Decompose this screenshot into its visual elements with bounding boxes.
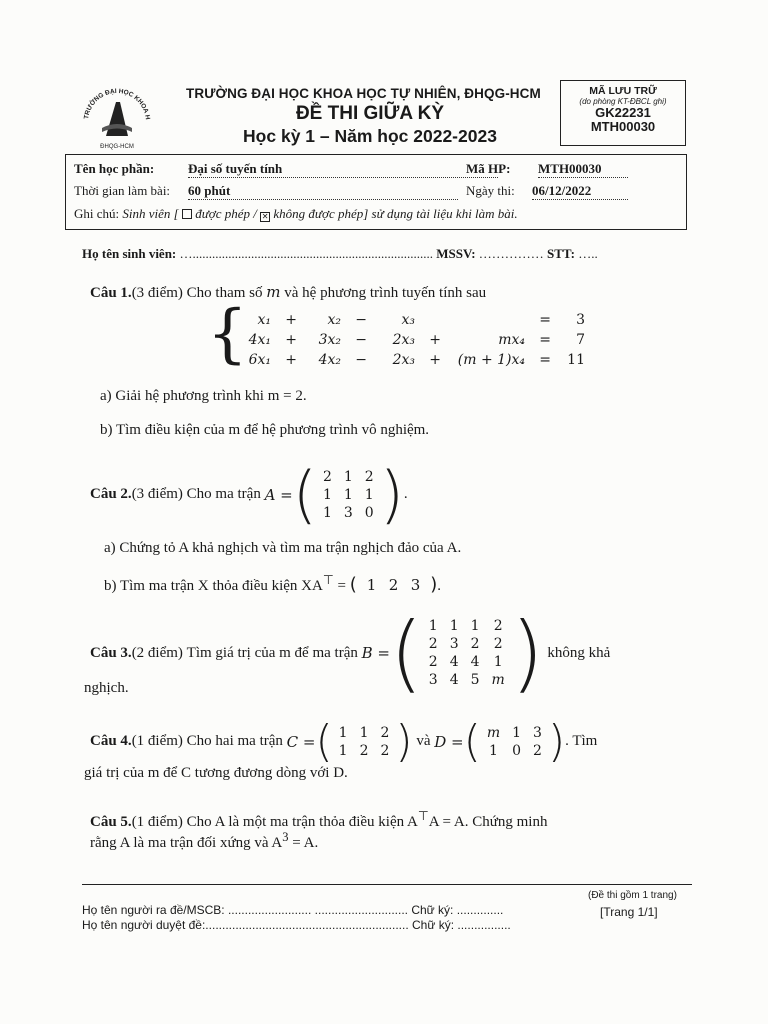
question-3-lhs: B = — [361, 644, 390, 662]
archive-code-2: MTH00030 — [590, 119, 656, 134]
logo-bottom-text: ĐHQG-HCM — [100, 144, 134, 150]
date-value: 06/12/2022 — [532, 183, 628, 200]
course-label: Tên học phần: — [74, 161, 155, 176]
question-4-line-2: giá trị của m để C tương đương dòng với D. — [84, 765, 348, 781]
question-5-line-2-pre: rằng A là ma trận đối xứng và A — [90, 835, 283, 851]
footer-creator-line: Họ tên người ra đề/MSCB: ......................... ............................ Chữ ký: .............. — [82, 903, 504, 917]
matrix-d-left-paren: ( — [463, 716, 481, 767]
system-cell: − — [355, 332, 367, 348]
matrix-entry: 1 — [343, 468, 353, 485]
school-name: TRƯỜNG ĐẠI HỌC KHOA HỌC TỰ NHIÊN, ĐHQG-HCM — [186, 86, 541, 101]
stt-label: STT: — [547, 246, 575, 261]
system-cell: 2x₃ — [392, 352, 415, 368]
mssv-label: MSSV: — [436, 246, 476, 261]
note-option-allowed: được phép / — [195, 206, 257, 221]
question-3-heading — [90, 604, 610, 702]
matrix-a-left-paren: ( — [292, 458, 317, 531]
matrix-b-right-paren: ) — [510, 604, 544, 702]
matrix-entry: 2 — [359, 742, 369, 759]
note-text-2: ] sử dụng tài liệu khi làm bài. — [363, 206, 518, 221]
matrix-entry: 1 — [488, 742, 498, 759]
question-1-part-a: a) Giải hệ phương trình khi m = 2. — [100, 388, 307, 404]
question-1-number: Câu 1. — [90, 285, 132, 301]
matrix-d — [464, 716, 565, 767]
matrix-entry: m — [491, 672, 505, 688]
matrix-entry: 1 — [338, 742, 348, 759]
matrix-b — [390, 604, 544, 702]
archive-box — [560, 80, 686, 146]
system-cell: x₂ — [327, 312, 341, 328]
system-row — [229, 310, 587, 330]
archive-code-1: GK22231 — [595, 105, 651, 120]
date-label: Ngày thi: — [466, 183, 515, 198]
matrix-row — [481, 724, 548, 742]
question-4-number: Câu 4. — [90, 733, 132, 749]
matrix-entry: 2 — [470, 636, 480, 652]
system-cell: (m + 1)x₄ — [457, 352, 525, 368]
row-vector-entry: 3 — [410, 576, 421, 594]
matrix-row — [333, 742, 396, 760]
system-cell: − — [355, 312, 367, 328]
question-4-and: và — [416, 733, 431, 749]
matrix-c-left-paren: ( — [315, 716, 333, 767]
matrix-entry: 2 — [533, 742, 542, 759]
matrix-entry: 2 — [380, 742, 390, 759]
student-name-label: Họ tên sinh viên: — [82, 246, 177, 261]
matrix-entry: 1 — [493, 654, 503, 670]
matrix-entry: 2 — [322, 468, 332, 485]
matrix-entry: 0 — [512, 742, 522, 759]
system-cell: x₁ — [257, 312, 271, 328]
system-cell: 3 — [576, 312, 585, 328]
system-cell — [417, 310, 443, 330]
question-2-lhs: A = — [264, 485, 293, 504]
system-cell: − — [355, 352, 367, 368]
matrix-entry: 2 — [364, 468, 374, 485]
system-row — [229, 330, 587, 350]
matrix-entry: 3 — [343, 504, 353, 521]
matrix-d-table — [481, 724, 548, 760]
matrix-c-table — [333, 724, 396, 760]
footer-pages-note: (Đề thi gồm 1 trang) — [588, 890, 677, 901]
question-4-tail: . Tìm — [565, 733, 598, 749]
matrix-entry: 2 — [380, 724, 390, 741]
question-5-line-2 — [90, 830, 318, 852]
system-cell: + — [285, 312, 297, 328]
question-1-text: Cho tham số — [186, 285, 263, 301]
system-cell: mx₄ — [498, 332, 525, 348]
student-name-field: ….......................................................................... — [179, 246, 434, 261]
question-4-lhs-d: D = — [434, 732, 464, 751]
equals-sign: = — [333, 578, 350, 594]
matrix-row — [333, 724, 396, 742]
question-2-part-a: a) Chứng tỏ A khả nghịch và tìm ma trận nghịch đảo của A. — [104, 540, 462, 556]
exam-title: ĐỀ THI GIỮA KỲ — [295, 103, 445, 124]
matrix-entry: 2 — [493, 636, 503, 652]
question-2-part-b-text: b) Tìm ma trận X thỏa điều kiện XA — [104, 578, 323, 594]
course-value: Đại số tuyến tính — [188, 161, 498, 178]
question-3-tail: không khả — [547, 644, 611, 661]
system-cell: + — [285, 352, 297, 368]
left-brace: { — [207, 297, 248, 371]
matrix-entry: 5 — [470, 672, 480, 688]
matrix-entry: 2 — [428, 636, 438, 652]
system-cell — [443, 310, 527, 330]
matrix-row — [423, 617, 511, 635]
matrix-entry: 3 — [533, 724, 542, 741]
question-2-text: Cho ma trận — [186, 486, 261, 502]
matrix-entry: 2 — [493, 618, 503, 634]
matrix-entry: 2 — [428, 654, 438, 670]
system-table — [229, 310, 587, 370]
checkbox-empty-icon — [182, 209, 192, 219]
system-cell: 7 — [576, 332, 585, 348]
matrix-entry: m — [486, 724, 501, 741]
question-2-part-b: b) Tìm ma trận X thỏa điều kiện XA⊤ = ( 1 2 3 ). — [104, 573, 442, 595]
question-1-points: (3 điểm) — [131, 285, 183, 301]
system-cell: 3x₂ — [318, 332, 341, 348]
system-row — [229, 350, 587, 370]
matrix-b-table — [423, 617, 511, 689]
archive-note: (do phòng KT-ĐBCL ghi) — [579, 97, 667, 106]
system-cell: + — [285, 332, 297, 348]
course-code-value: MTH00030 — [538, 161, 628, 178]
matrix-entry: 3 — [449, 636, 459, 652]
matrix-entry: 1 — [322, 486, 332, 503]
question-1-text-2: và hệ phương trình tuyến tính sau — [284, 285, 487, 301]
matrix-entry: 0 — [364, 504, 374, 521]
matrix-entry: 4 — [470, 654, 480, 670]
note-text-1: Sinh viên [ — [122, 206, 179, 221]
transpose-symbol: ⊤ — [322, 573, 334, 587]
question-5-exponent: 3 — [282, 830, 289, 844]
matrix-a-right-paren: ) — [379, 458, 404, 531]
matrix-entry: 1 — [338, 724, 348, 741]
matrix-entry: 1 — [322, 504, 332, 521]
question-5-number: Câu 5. — [90, 814, 132, 830]
matrix-row — [317, 468, 380, 486]
stt-field: ….. — [578, 246, 598, 261]
system-cell: 4x₂ — [318, 352, 341, 368]
matrix-entry: 4 — [449, 654, 459, 670]
question-5-text: Cho A là một ma trận thỏa điều kiện A — [186, 814, 418, 830]
question-2-number: Câu 2. — [90, 486, 132, 502]
checkbox-checked-icon: ✕ — [261, 212, 269, 221]
matrix-a — [293, 458, 404, 531]
matrix-row — [317, 504, 380, 522]
system-cell: = — [539, 352, 551, 368]
matrix-row — [423, 671, 511, 689]
question-1-heading — [90, 283, 486, 302]
matrix-a-table — [317, 468, 380, 522]
question-3-number: Câu 3. — [90, 644, 132, 661]
question-5-line-2-post: = A. — [288, 835, 319, 851]
question-4-heading — [90, 716, 597, 767]
note-line — [74, 206, 518, 222]
matrix-entry: 1 — [364, 486, 374, 503]
question-5-text-2: A = A. Chứng minh — [428, 814, 548, 830]
question-3-points: (2 điểm) — [131, 644, 183, 661]
question-3-text: Tìm giá trị của m để ma trận — [186, 644, 358, 661]
student-info-line — [82, 246, 598, 262]
question-1-part-b: b) Tìm điều kiện của m để hệ phương trình vô nghiệm. — [100, 422, 430, 438]
question-5-points: (1 điểm) — [131, 814, 183, 830]
matrix-c-right-paren: ) — [395, 716, 413, 767]
footer-page-number: [Trang 1/1] — [600, 905, 658, 919]
question-1-var: m — [266, 283, 281, 301]
row-vector-entry: 2 — [388, 576, 399, 594]
matrix-entry: 3 — [428, 672, 438, 688]
row-vector-right-paren: ) — [430, 574, 438, 595]
question-5-heading — [90, 808, 547, 831]
matrix-d-right-paren: ) — [547, 716, 566, 767]
question-5-sup: ⊤ — [417, 809, 429, 823]
note-label: Ghi chú: — [74, 206, 120, 221]
matrix-entry: 4 — [449, 672, 459, 688]
matrix-entry: 1 — [512, 724, 522, 741]
footer-reviewer-line: Họ tên người duyệt đề:............................................................. Chữ ký: ................ — [82, 918, 511, 932]
time-label: Thời gian làm bài: — [74, 183, 171, 198]
matrix-c — [315, 716, 412, 767]
question-2-period: . — [403, 486, 408, 502]
logo-ring-text: TRƯỜNG ĐẠI HỌC KHOA H — [83, 87, 151, 121]
matrix-entry: 1 — [470, 618, 480, 634]
system-cell: + — [429, 352, 441, 368]
system-cell: x₃ — [401, 312, 415, 328]
matrix-entry: 1 — [343, 486, 353, 503]
system-cell: 11 — [567, 352, 585, 368]
matrix-entry: 1 — [449, 618, 459, 634]
matrix-row — [481, 742, 548, 760]
question-3-tail-2: nghịch. — [84, 680, 129, 696]
matrix-row — [423, 653, 511, 671]
question-4-lhs-c: C = — [286, 732, 316, 751]
matrix-entry: 1 — [428, 618, 438, 634]
row-vector-left-paren: ( — [349, 574, 357, 595]
matrix-b-left-paren: ( — [389, 604, 423, 702]
row-vector-entry: 1 — [366, 576, 377, 594]
note-option-not-allowed: không được phép — [273, 206, 364, 221]
question-4-points: (1 điểm) — [131, 733, 183, 749]
time-value: 60 phút — [188, 183, 458, 200]
matrix-entry: 1 — [359, 724, 369, 741]
system-cell: = — [539, 332, 551, 348]
semester-title: Học kỳ 1 – Năm học 2022-2023 — [243, 126, 497, 146]
mssv-field: …………… — [478, 246, 544, 261]
question-2-points: (3 điểm) — [131, 486, 183, 502]
system-cell: + — [429, 332, 441, 348]
course-code-label: Mã HP: — [466, 161, 511, 176]
system-cell: 2x₃ — [392, 332, 415, 348]
row-vector — [360, 578, 426, 594]
system-cell: 6x₁ — [248, 352, 271, 368]
system-cell: = — [539, 312, 551, 328]
course-info-box — [65, 154, 687, 230]
archive-title: MÃ LƯU TRỮ — [589, 85, 657, 97]
matrix-row — [317, 486, 380, 504]
footer-divider — [82, 884, 692, 885]
question-2-heading — [90, 458, 408, 531]
system-cell: 4x₁ — [248, 332, 271, 348]
matrix-row — [423, 635, 511, 653]
question-4-text: Cho hai ma trận — [186, 733, 283, 749]
